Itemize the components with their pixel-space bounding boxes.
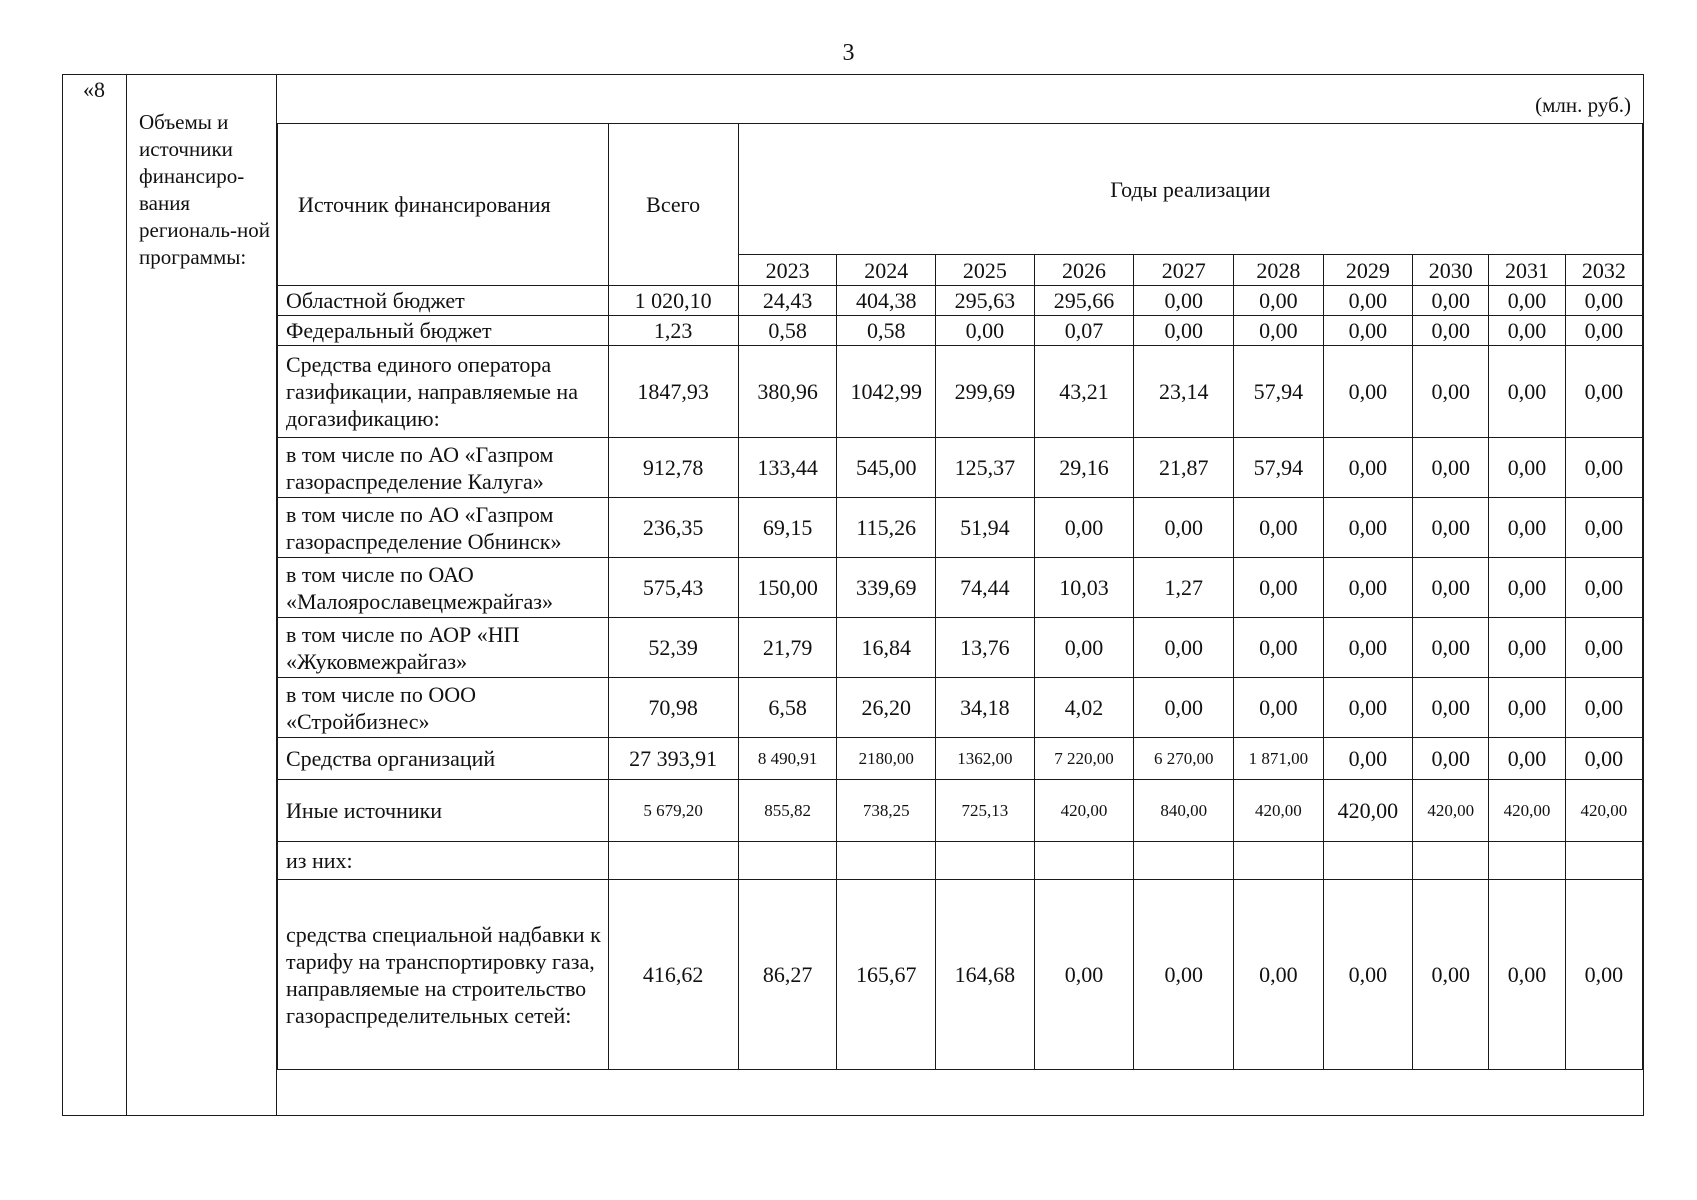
units-label: (млн. руб.) (1535, 93, 1631, 117)
table-row (278, 780, 1643, 842)
value-cell: 420,00 (1034, 780, 1134, 842)
value-cell: 7 220,00 (1034, 738, 1134, 780)
value-cell: 380,96 (738, 346, 837, 438)
header-years-title: Годы реализации (738, 124, 1642, 255)
source-cell: в том числе по ООО «Стройбизнес» (278, 678, 609, 738)
header-source: Источник финансирования (278, 124, 609, 286)
value-cell: 0,00 (1489, 438, 1565, 498)
source-cell: в том числе по АОР «НП «Жуковмежрайгаз» (278, 618, 609, 678)
value-cell: 295,66 (1034, 286, 1134, 316)
value-cell: 0,00 (1413, 286, 1489, 316)
value-cell: 0,00 (1565, 738, 1642, 780)
parameter-name: Объемы и источники финансиро-вания региональ-ной программы: (127, 75, 277, 1116)
value-cell: 0,00 (1134, 498, 1234, 558)
value-cell: 86,27 (738, 880, 837, 1070)
value-cell: 0,00 (1234, 880, 1324, 1070)
value-cell: 165,67 (837, 880, 936, 1070)
table-row (278, 678, 1643, 738)
value-cell (1489, 842, 1565, 880)
total-cell: 52,39 (608, 618, 738, 678)
passport-table (62, 74, 1644, 1116)
value-cell: 115,26 (837, 498, 936, 558)
value-cell: 0,00 (1413, 880, 1489, 1070)
table-row (278, 842, 1643, 880)
value-cell: 0,00 (1134, 678, 1234, 738)
table-row (278, 498, 1643, 558)
total-cell: 912,78 (608, 438, 738, 498)
value-cell: 0,00 (1413, 618, 1489, 678)
value-cell: 0,00 (1323, 880, 1413, 1070)
value-cell (738, 842, 837, 880)
value-cell: 0,00 (1134, 618, 1234, 678)
value-cell: 840,00 (1134, 780, 1234, 842)
source-cell: средства специальной надбавки к тарифу на транспортировку газа, направляемые на строительство газораспределительных сетей: (278, 880, 609, 1070)
value-cell: 0,00 (1323, 498, 1413, 558)
value-cell: 0,00 (1565, 678, 1642, 738)
table-row (278, 880, 1643, 1070)
value-cell: 4,02 (1034, 678, 1134, 738)
year-header: 2029 (1323, 255, 1413, 286)
value-cell: 0,00 (1034, 498, 1134, 558)
value-cell: 0,00 (1323, 346, 1413, 438)
value-cell: 0,07 (1034, 316, 1134, 346)
value-cell: 0,00 (1413, 498, 1489, 558)
value-cell: 16,84 (837, 618, 936, 678)
value-cell: 420,00 (1413, 780, 1489, 842)
value-cell: 10,03 (1034, 558, 1134, 618)
value-cell: 13,76 (936, 618, 1035, 678)
total-cell: 416,62 (608, 880, 738, 1070)
value-cell: 0,00 (1565, 618, 1642, 678)
source-cell: Иные источники (278, 780, 609, 842)
value-cell: 0,00 (1489, 316, 1565, 346)
value-cell (1134, 842, 1234, 880)
value-cell: 0,00 (1323, 618, 1413, 678)
value-cell (1234, 842, 1324, 880)
source-cell: Средства единого оператора газификации, направляемые на догазификацию: (278, 346, 609, 438)
value-cell: 0,00 (1234, 498, 1324, 558)
year-header: 2025 (936, 255, 1035, 286)
value-cell: 0,00 (1489, 738, 1565, 780)
financing-cell (277, 75, 1644, 1116)
value-cell: 0,00 (1413, 438, 1489, 498)
total-cell: 27 393,91 (608, 738, 738, 780)
value-cell: 150,00 (738, 558, 837, 618)
value-cell: 164,68 (936, 880, 1035, 1070)
value-cell: 0,00 (1413, 316, 1489, 346)
value-cell: 1042,99 (837, 346, 936, 438)
value-cell: 43,21 (1034, 346, 1134, 438)
value-cell: 0,00 (1034, 880, 1134, 1070)
value-cell: 0,00 (1234, 678, 1324, 738)
table-row (278, 618, 1643, 678)
value-cell: 29,16 (1034, 438, 1134, 498)
value-cell: 0,00 (1489, 498, 1565, 558)
value-cell: 725,13 (936, 780, 1035, 842)
value-cell: 57,94 (1234, 438, 1324, 498)
value-cell: 420,00 (1489, 780, 1565, 842)
value-cell: 0,00 (1413, 678, 1489, 738)
value-cell: 125,37 (936, 438, 1035, 498)
table-row (278, 346, 1643, 438)
value-cell: 545,00 (837, 438, 936, 498)
row-number: «8 (63, 75, 127, 1116)
year-header: 2030 (1413, 255, 1489, 286)
value-cell: 0,00 (1489, 558, 1565, 618)
value-cell: 6,58 (738, 678, 837, 738)
value-cell (936, 842, 1035, 880)
value-cell (1565, 842, 1642, 880)
value-cell: 74,44 (936, 558, 1035, 618)
total-cell: 70,98 (608, 678, 738, 738)
value-cell: 0,00 (1134, 286, 1234, 316)
value-cell: 0,00 (1323, 738, 1413, 780)
year-header: 2028 (1234, 255, 1324, 286)
year-header: 2024 (837, 255, 936, 286)
total-cell (608, 842, 738, 880)
year-header: 2027 (1134, 255, 1234, 286)
value-cell: 51,94 (936, 498, 1035, 558)
value-cell: 0,00 (1565, 316, 1642, 346)
value-cell: 0,00 (1489, 346, 1565, 438)
value-cell: 0,00 (1489, 678, 1565, 738)
year-header: 2031 (1489, 255, 1565, 286)
value-cell: 21,79 (738, 618, 837, 678)
source-cell: в том числе по ОАО «Малоярославецмежрайгаз» (278, 558, 609, 618)
value-cell: 1 871,00 (1234, 738, 1324, 780)
value-cell: 295,63 (936, 286, 1035, 316)
source-cell: Федеральный бюджет (278, 316, 609, 346)
value-cell (1413, 842, 1489, 880)
source-cell: в том числе по АО «Газпром газораспределение Обнинск» (278, 498, 609, 558)
value-cell: 420,00 (1323, 780, 1413, 842)
value-cell (1323, 842, 1413, 880)
total-cell: 575,43 (608, 558, 738, 618)
value-cell: 0,00 (1413, 346, 1489, 438)
total-cell: 1 020,10 (608, 286, 738, 316)
value-cell: 133,44 (738, 438, 837, 498)
value-cell: 1362,00 (936, 738, 1035, 780)
value-cell: 420,00 (1565, 780, 1642, 842)
value-cell: 0,00 (1234, 558, 1324, 618)
total-cell: 5 679,20 (608, 780, 738, 842)
table-row (278, 316, 1643, 346)
year-header: 2026 (1034, 255, 1134, 286)
value-cell: 0,00 (1489, 618, 1565, 678)
value-cell: 0,00 (1323, 558, 1413, 618)
value-cell: 0,00 (1489, 880, 1565, 1070)
source-cell: Областной бюджет (278, 286, 609, 316)
value-cell: 0,00 (1565, 558, 1642, 618)
value-cell: 2180,00 (837, 738, 936, 780)
total-cell: 236,35 (608, 498, 738, 558)
table-row (278, 558, 1643, 618)
value-cell: 6 270,00 (1134, 738, 1234, 780)
value-cell: 8 490,91 (738, 738, 837, 780)
value-cell: 0,00 (1234, 316, 1324, 346)
total-cell: 1,23 (608, 316, 738, 346)
value-cell: 0,00 (936, 316, 1035, 346)
value-cell: 0,00 (1234, 286, 1324, 316)
source-cell: Средства организаций (278, 738, 609, 780)
value-cell: 0,00 (1413, 738, 1489, 780)
value-cell: 24,43 (738, 286, 837, 316)
source-cell: из них: (278, 842, 609, 880)
value-cell (837, 842, 936, 880)
table-row (278, 438, 1643, 498)
value-cell: 0,00 (1413, 558, 1489, 618)
value-cell: 0,58 (738, 316, 837, 346)
value-cell: 0,00 (1565, 438, 1642, 498)
value-cell: 0,00 (1134, 316, 1234, 346)
value-cell: 738,25 (837, 780, 936, 842)
value-cell: 0,00 (1034, 618, 1134, 678)
value-cell (1034, 842, 1134, 880)
value-cell: 299,69 (936, 346, 1035, 438)
value-cell: 0,58 (837, 316, 936, 346)
value-cell: 23,14 (1134, 346, 1234, 438)
value-cell: 404,38 (837, 286, 936, 316)
value-cell: 34,18 (936, 678, 1035, 738)
table-row (278, 286, 1643, 316)
value-cell: 57,94 (1234, 346, 1324, 438)
value-cell: 0,00 (1565, 880, 1642, 1070)
value-cell: 69,15 (738, 498, 837, 558)
value-cell: 0,00 (1323, 678, 1413, 738)
year-header: 2032 (1565, 255, 1642, 286)
value-cell: 855,82 (738, 780, 837, 842)
year-header: 2023 (738, 255, 837, 286)
source-cell: в том числе по АО «Газпром газораспределение Калуга» (278, 438, 609, 498)
value-cell: 0,00 (1323, 316, 1413, 346)
value-cell: 0,00 (1134, 880, 1234, 1070)
page-number: 3 (842, 40, 855, 66)
value-cell: 0,00 (1565, 346, 1642, 438)
financing-table (277, 123, 1643, 1070)
value-cell: 339,69 (837, 558, 936, 618)
value-cell: 0,00 (1234, 618, 1324, 678)
total-cell: 1847,93 (608, 346, 738, 438)
value-cell: 420,00 (1234, 780, 1324, 842)
value-cell: 0,00 (1565, 286, 1642, 316)
value-cell: 26,20 (837, 678, 936, 738)
value-cell: 1,27 (1134, 558, 1234, 618)
header-total: Всего (608, 124, 738, 286)
table-row (278, 738, 1643, 780)
value-cell: 0,00 (1323, 438, 1413, 498)
value-cell: 0,00 (1565, 498, 1642, 558)
value-cell: 21,87 (1134, 438, 1234, 498)
value-cell: 0,00 (1489, 286, 1565, 316)
value-cell: 0,00 (1323, 286, 1413, 316)
